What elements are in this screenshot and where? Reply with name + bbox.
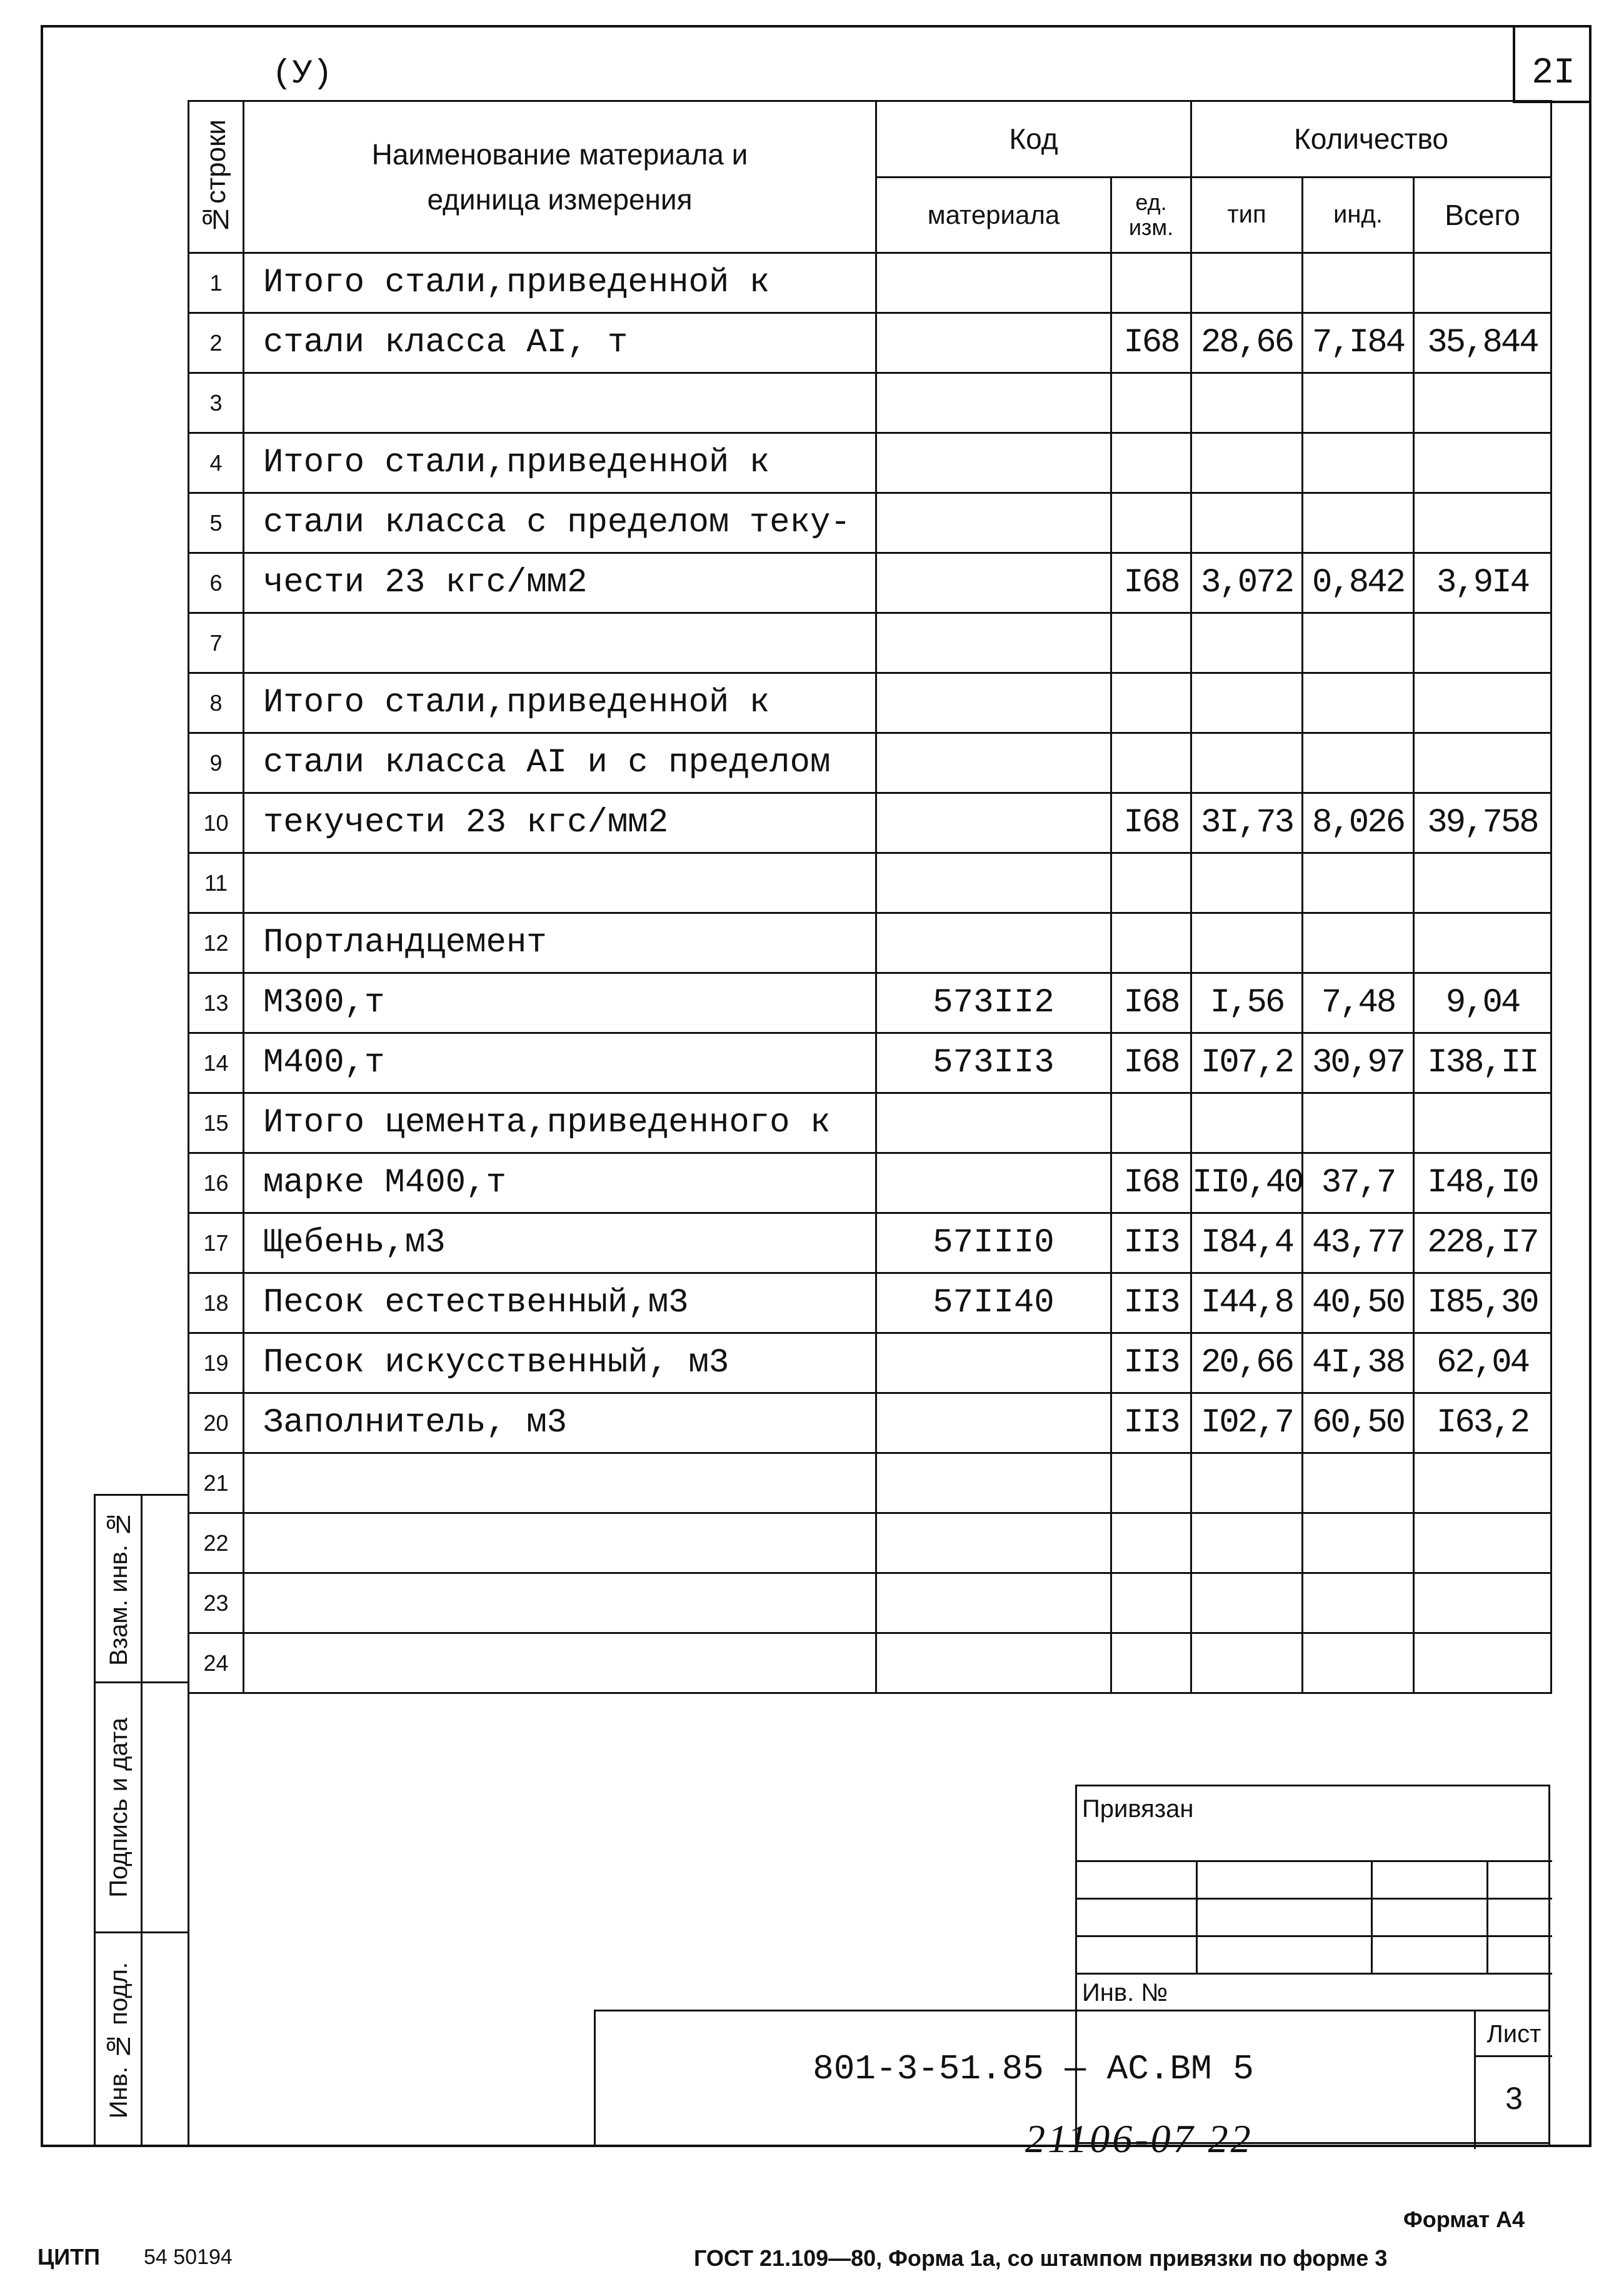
cell-qty-total: 228,I7 <box>1414 1213 1551 1273</box>
cell-name: Итого цемента,приведенного к <box>244 1093 876 1153</box>
cell-row-no: 21 <box>189 1453 244 1513</box>
cell-qty-total: 3,9I4 <box>1414 553 1551 613</box>
cell-qty-ind <box>1303 1453 1414 1513</box>
cell-code-material <box>876 1633 1111 1693</box>
cell-qty-ind <box>1303 1513 1414 1573</box>
cell-row-no: 3 <box>189 373 244 433</box>
cell-row-no: 17 <box>189 1213 244 1273</box>
cell-row-no: 15 <box>189 1093 244 1153</box>
cell-qty-total <box>1414 373 1551 433</box>
cell-unit <box>1111 1453 1191 1513</box>
table-row <box>189 1033 1551 1093</box>
cell-code-material <box>876 733 1111 793</box>
cell-unit <box>1111 913 1191 973</box>
stamp-line-3 <box>1077 1935 1552 1937</box>
side-column-edge <box>94 1494 96 2147</box>
cell-qty-typ: I02,7 <box>1191 1393 1303 1453</box>
table-row <box>189 1513 1551 1573</box>
cell-code-material <box>876 793 1111 853</box>
cell-row-no: 4 <box>189 433 244 493</box>
cell-qty-total <box>1414 493 1551 553</box>
cell-qty-total <box>1414 1093 1551 1153</box>
table-row <box>189 1573 1551 1633</box>
cell-name: стали класса АI, т <box>244 313 876 373</box>
cell-qty-typ: 3,072 <box>1191 553 1303 613</box>
stamp-line-1 <box>1077 1860 1552 1862</box>
cell-qty-ind <box>1303 853 1414 913</box>
cell-qty-typ: 20,66 <box>1191 1333 1303 1393</box>
stamp-line-2 <box>1077 1898 1552 1900</box>
cell-unit: II3 <box>1111 1393 1191 1453</box>
designation: 801-3-51.85 — АС.ВМ 5 <box>813 2049 1254 2089</box>
table-row <box>189 733 1551 793</box>
cell-name: М400,т <box>244 1033 876 1093</box>
cell-qty-total: I48,I0 <box>1414 1153 1551 1213</box>
header-qty-ind: инд. <box>1303 177 1414 253</box>
cell-row-no: 9 <box>189 733 244 793</box>
cell-name: Итого стали,приведенной к <box>244 673 876 733</box>
cell-code-material: 57II40 <box>876 1273 1111 1333</box>
table-row <box>189 1213 1551 1273</box>
cell-unit <box>1111 1573 1191 1633</box>
cell-qty-ind <box>1303 253 1414 313</box>
label-podpis: Подпись и дата <box>104 1717 133 1898</box>
stamp-vline-1 <box>1196 1860 1198 1973</box>
cell-qty-total <box>1414 1513 1551 1573</box>
cell-code-material <box>876 553 1111 613</box>
table-row <box>189 1453 1551 1513</box>
cell-name <box>244 1633 876 1693</box>
cell-qty-typ <box>1191 433 1303 493</box>
cell-qty-ind: 8,026 <box>1303 793 1414 853</box>
cell-qty-ind <box>1303 673 1414 733</box>
cell-row-no: 20 <box>189 1393 244 1453</box>
cell-qty-total: 9,04 <box>1414 973 1551 1033</box>
table-row <box>189 793 1551 853</box>
cell-qty-ind: 37,7 <box>1303 1153 1414 1213</box>
handwritten-number: 21106-07 22 <box>1025 2116 1253 2161</box>
cell-name: Портландцемент <box>244 913 876 973</box>
cell-code-material <box>876 1093 1111 1153</box>
cell-code-material: 57III0 <box>876 1213 1111 1273</box>
cell-unit: I68 <box>1111 1033 1191 1093</box>
table-row <box>189 373 1551 433</box>
cell-code-material <box>876 1573 1111 1633</box>
cell-code-material <box>876 313 1111 373</box>
cell-name: текучести 23 кгс/мм2 <box>244 793 876 853</box>
cell-code-material <box>876 613 1111 673</box>
cell-qty-total <box>1414 433 1551 493</box>
format-label: Формат А4 <box>1403 2206 1525 2232</box>
cell-unit <box>1111 1093 1191 1153</box>
cell-unit: I68 <box>1111 553 1191 613</box>
cell-qty-typ <box>1191 733 1303 793</box>
sheet-number: 2I <box>1531 53 1575 94</box>
table-row <box>189 1153 1551 1213</box>
cell-qty-ind: 4I,38 <box>1303 1333 1414 1393</box>
cell-unit <box>1111 493 1191 553</box>
footer-gost: ГОСТ 21.109—80, Форма 1а, со штампом привязки по форме 3 <box>694 2245 1388 2271</box>
cell-row-no: 18 <box>189 1273 244 1333</box>
cell-name: чести 23 кгс/мм2 <box>244 553 876 613</box>
header-code: Код <box>876 101 1191 178</box>
list-number: 3 <box>1505 2081 1523 2116</box>
cell-unit: I68 <box>1111 973 1191 1033</box>
cell-qty-total <box>1414 1573 1551 1633</box>
cell-qty-ind <box>1303 433 1414 493</box>
cell-qty-typ <box>1191 1513 1303 1573</box>
cell-qty-total <box>1414 613 1551 673</box>
cell-name <box>244 1513 876 1573</box>
label-vzam: Взам. инв. № <box>104 1510 133 1666</box>
cell-code-material: 573II2 <box>876 973 1111 1033</box>
cell-name: М300,т <box>244 973 876 1033</box>
cell-qty-total: I85,30 <box>1414 1273 1551 1333</box>
cell-row-no: 14 <box>189 1033 244 1093</box>
cell-unit: II3 <box>1111 1273 1191 1333</box>
cell-qty-ind: 0,842 <box>1303 553 1414 613</box>
cell-name: Песок искусственный, м3 <box>244 1333 876 1393</box>
cell-qty-typ: I,56 <box>1191 973 1303 1033</box>
cell-qty-typ <box>1191 913 1303 973</box>
table-row <box>189 613 1551 673</box>
table-row <box>189 1633 1551 1693</box>
title-list-line <box>1474 2055 1552 2057</box>
cell-qty-total <box>1414 253 1551 313</box>
cell-qty-ind <box>1303 373 1414 433</box>
header-name: Наименование материала и единица измерения <box>244 101 876 253</box>
header-code-material: материала <box>876 177 1111 253</box>
cell-qty-typ: II0,40 <box>1191 1153 1303 1213</box>
cell-qty-total: I63,2 <box>1414 1393 1551 1453</box>
cell-row-no: 23 <box>189 1573 244 1633</box>
cell-row-no: 19 <box>189 1333 244 1393</box>
cell-unit <box>1111 673 1191 733</box>
cell-code-material <box>876 913 1111 973</box>
label-inv-podl-container <box>100 1933 138 2147</box>
table-row <box>189 493 1551 553</box>
cell-unit <box>1111 253 1191 313</box>
cell-unit: I68 <box>1111 793 1191 853</box>
cell-qty-ind: 40,50 <box>1303 1273 1414 1333</box>
cell-qty-total: 62,04 <box>1414 1333 1551 1393</box>
cell-unit: I68 <box>1111 1153 1191 1213</box>
cell-row-no: 7 <box>189 613 244 673</box>
cell-row-no: 24 <box>189 1633 244 1693</box>
cell-row-no: 6 <box>189 553 244 613</box>
table-row <box>189 853 1551 913</box>
cell-row-no: 10 <box>189 793 244 853</box>
cell-row-no: 22 <box>189 1513 244 1573</box>
cell-qty-typ <box>1191 613 1303 673</box>
cell-qty-typ <box>1191 1453 1303 1513</box>
cell-unit: II3 <box>1111 1333 1191 1393</box>
cell-qty-total <box>1414 733 1551 793</box>
cell-code-material <box>876 493 1111 553</box>
footer-left: ЦИТП <box>38 2244 101 2270</box>
label-inv-podl: Инв. № подл. <box>104 1961 133 2119</box>
label-vzam-container <box>100 1494 138 1681</box>
cell-row-no: 12 <box>189 913 244 973</box>
header-quantity: Количество <box>1191 101 1551 178</box>
cell-qty-typ: I84,4 <box>1191 1213 1303 1273</box>
cell-unit <box>1111 373 1191 433</box>
footer-left-code: 54 50194 <box>144 2245 233 2269</box>
cell-row-no: 13 <box>189 973 244 1033</box>
cell-name <box>244 1573 876 1633</box>
table-row <box>189 973 1551 1033</box>
cell-qty-total: 35,844 <box>1414 313 1551 373</box>
cell-qty-total: I38,II <box>1414 1033 1551 1093</box>
stamp-vline-2 <box>1371 1860 1373 1973</box>
cell-unit <box>1111 853 1191 913</box>
label-podpis-container <box>100 1683 138 1931</box>
cell-name: марке М400,т <box>244 1153 876 1213</box>
cell-unit: II3 <box>1111 1213 1191 1273</box>
side-label-divider <box>141 1494 143 2147</box>
cell-qty-ind <box>1303 733 1414 793</box>
cell-qty-typ: 3I,73 <box>1191 793 1303 853</box>
cell-name <box>244 853 876 913</box>
cell-qty-typ <box>1191 853 1303 913</box>
table-row <box>189 913 1551 973</box>
cell-qty-ind: 7,I84 <box>1303 313 1414 373</box>
table-row <box>189 253 1551 313</box>
cell-qty-typ <box>1191 1093 1303 1153</box>
cell-qty-ind <box>1303 1573 1414 1633</box>
stamp-inv-no: Инв. № <box>1082 1979 1168 2006</box>
cell-qty-ind <box>1303 493 1414 553</box>
cell-qty-typ <box>1191 1633 1303 1693</box>
table-row <box>189 553 1551 613</box>
cell-qty-total <box>1414 1453 1551 1513</box>
cell-qty-typ: I07,2 <box>1191 1033 1303 1093</box>
cell-row-no: 1 <box>189 253 244 313</box>
cell-qty-typ <box>1191 373 1303 433</box>
cell-code-material <box>876 1513 1111 1573</box>
cell-name: Песок естественный,м3 <box>244 1273 876 1333</box>
cell-name <box>244 613 876 673</box>
cell-code-material <box>876 1333 1111 1393</box>
cell-qty-ind: 7,48 <box>1303 973 1414 1033</box>
header-row-no: №строки <box>189 101 244 253</box>
cell-qty-typ <box>1191 673 1303 733</box>
cell-qty-ind: 60,50 <box>1303 1393 1414 1453</box>
cell-unit: I68 <box>1111 313 1191 373</box>
cell-qty-ind <box>1303 1093 1414 1153</box>
table-row <box>189 1093 1551 1153</box>
cell-unit <box>1111 613 1191 673</box>
cell-qty-total <box>1414 853 1551 913</box>
cell-name <box>244 373 876 433</box>
list-label: Лист <box>1486 2020 1541 2048</box>
stamp-vline-3 <box>1486 1860 1488 1973</box>
cell-qty-ind: 30,97 <box>1303 1033 1414 1093</box>
cell-qty-ind <box>1303 613 1414 673</box>
header-qty-typ: тип <box>1191 177 1303 253</box>
cell-row-no: 8 <box>189 673 244 733</box>
cell-unit <box>1111 1513 1191 1573</box>
cell-unit <box>1111 733 1191 793</box>
table-row <box>189 433 1551 493</box>
stamp-line-4 <box>1077 1973 1552 1975</box>
corner-mark: (У) <box>272 55 333 93</box>
cell-code-material <box>876 1393 1111 1453</box>
cell-code-material <box>876 673 1111 733</box>
header-qty-total: Всего <box>1414 177 1551 253</box>
cell-row-no: 16 <box>189 1153 244 1213</box>
cell-code-material <box>876 1153 1111 1213</box>
side-column-edge-right <box>188 1494 189 2147</box>
cell-code-material <box>876 853 1111 913</box>
cell-code-material <box>876 433 1111 493</box>
cell-unit <box>1111 1633 1191 1693</box>
cell-name: Заполнитель, м3 <box>244 1393 876 1453</box>
cell-unit <box>1111 433 1191 493</box>
cell-row-no: 11 <box>189 853 244 913</box>
header-code-unit: ед. изм. <box>1111 177 1191 253</box>
cell-name: Щебень,м3 <box>244 1213 876 1273</box>
cell-name: стали класса АI и с пределом <box>244 733 876 793</box>
cell-qty-total <box>1414 1633 1551 1693</box>
table-row <box>189 673 1551 733</box>
cell-name: Итого стали,приведенной к <box>244 433 876 493</box>
cell-qty-typ: I44,8 <box>1191 1273 1303 1333</box>
cell-name: стали класса с пределом теку- <box>244 493 876 553</box>
cell-qty-total <box>1414 913 1551 973</box>
cell-qty-ind <box>1303 913 1414 973</box>
table-row <box>189 313 1551 373</box>
cell-qty-total <box>1414 673 1551 733</box>
cell-qty-typ <box>1191 1573 1303 1633</box>
cell-row-no: 5 <box>189 493 244 553</box>
cell-qty-ind: 43,77 <box>1303 1213 1414 1273</box>
cell-code-material <box>876 373 1111 433</box>
table-row <box>189 1393 1551 1453</box>
cell-qty-typ: 28,66 <box>1191 313 1303 373</box>
cell-qty-total: 39,758 <box>1414 793 1551 853</box>
cell-code-material <box>876 1453 1111 1513</box>
cell-row-no: 2 <box>189 313 244 373</box>
cell-qty-typ <box>1191 253 1303 313</box>
cell-name: Итого стали,приведенной к <box>244 253 876 313</box>
cell-name <box>244 1453 876 1513</box>
table-row <box>189 1333 1551 1393</box>
cell-qty-ind <box>1303 1633 1414 1693</box>
materials-table <box>188 100 1552 1694</box>
stamp-privyazan: Привязан <box>1082 1795 1194 1823</box>
cell-code-material: 573II3 <box>876 1033 1111 1093</box>
table-row <box>189 1273 1551 1333</box>
cell-qty-typ <box>1191 493 1303 553</box>
cell-code-material <box>876 253 1111 313</box>
